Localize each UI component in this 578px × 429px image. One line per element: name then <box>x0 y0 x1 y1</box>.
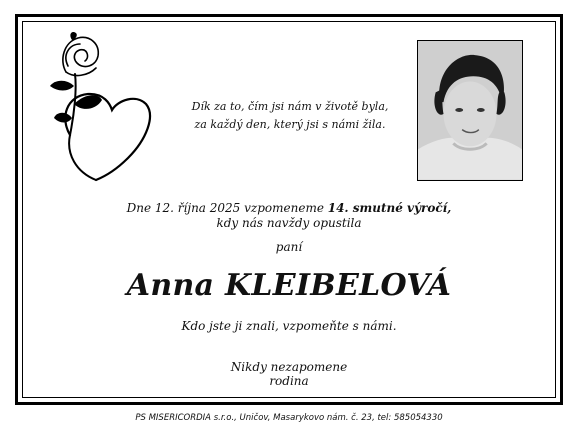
portrait-photo <box>417 40 523 181</box>
memorial-verse <box>180 98 400 134</box>
anniversary-emphasis: 14. smutné výročí, <box>327 201 452 215</box>
announcement-lead: Dne 12. října 2025 vzpomeneme <box>126 201 328 215</box>
signature-line-1: Nikdy nezapomene <box>230 360 348 374</box>
announcement-line-1 <box>0 201 578 216</box>
portrait-image <box>418 41 522 180</box>
verse-line-2: za každý den, který jsi s námi žila. <box>194 118 386 131</box>
footer-company-info: PS MISERICORDIA s.r.o., Uničov, Masarykovo nám. č. 23, tel: 585054330 <box>135 413 443 423</box>
rose-heart-icon <box>44 30 154 185</box>
honorific: paní <box>275 240 303 254</box>
memory-invitation: Kdo jste ji znali, vzpomeňte s námi. <box>181 319 397 333</box>
verse-line-1: Dík za to, čím jsi nám v životě byla, <box>191 100 389 113</box>
deceased-name: Anna KLEIBELOVÁ <box>126 268 452 303</box>
announcement-line-2: kdy nás navždy opustila <box>216 216 362 230</box>
signature-line-2: rodina <box>269 374 309 388</box>
